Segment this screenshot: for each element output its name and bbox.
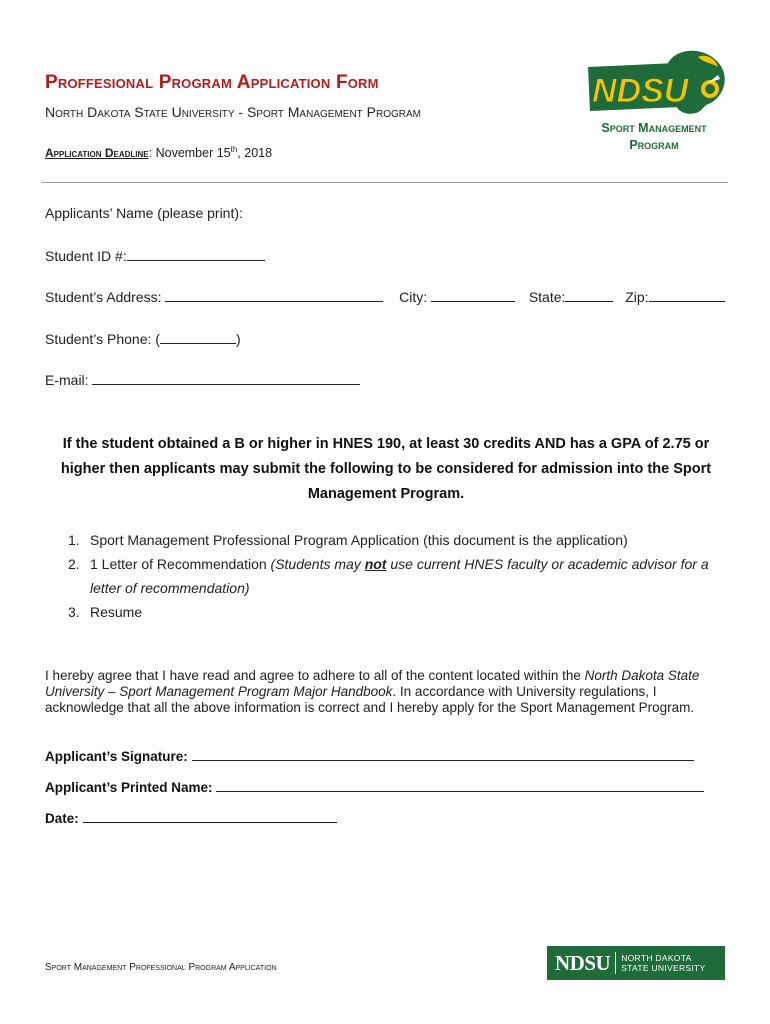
date-blank[interactable] bbox=[83, 808, 337, 823]
deadline-suffix: th bbox=[230, 145, 238, 154]
bison-icon bbox=[580, 45, 730, 125]
signature-field bbox=[45, 746, 694, 764]
list-item bbox=[45, 600, 735, 624]
requirement-letter: 1 Letter of Recommendation bbox=[90, 556, 271, 572]
svg-text:NDSU: NDSU bbox=[592, 72, 689, 110]
item-number: 3. bbox=[68, 604, 80, 620]
email-blank[interactable] bbox=[92, 370, 360, 385]
student-id-blank[interactable] bbox=[127, 246, 265, 261]
item-number: 2. bbox=[68, 556, 80, 572]
city-blank[interactable] bbox=[431, 287, 515, 302]
date-field bbox=[45, 808, 337, 826]
deadline-label: Application Deadline bbox=[45, 146, 149, 161]
address-label: Student’s Address: bbox=[45, 289, 162, 305]
svg-text:TM: TM bbox=[670, 61, 679, 67]
footer-text: Sport Management Professional Program Application bbox=[45, 962, 277, 973]
state-label: State: bbox=[528, 289, 566, 305]
phone-blank[interactable] bbox=[160, 329, 236, 344]
letter-note: (Students may not use current HNES faculty or academic advisor for a letter of recommendation) bbox=[90, 556, 709, 596]
printed-name-label: Applicant’s Printed Name: bbox=[45, 780, 213, 795]
date-label: Date: bbox=[45, 811, 79, 826]
address-blank[interactable] bbox=[165, 287, 383, 302]
phone-field bbox=[45, 329, 241, 347]
address-row bbox=[45, 287, 725, 305]
agreement-statement: I hereby agree that I have read and agree to adhere to all of the content located within the North Dakota State University – Sport Management Program Major Handbook. In accordance with University regulations, I acknowledge that all the above information is correct and I hereby apply for the Sport Management Program. bbox=[45, 668, 700, 715]
form-title: Proffesional Program Application Form bbox=[45, 72, 379, 93]
student-id-field[interactable] bbox=[45, 246, 265, 264]
zip-blank[interactable] bbox=[649, 287, 725, 302]
footer-logo-divider bbox=[615, 952, 616, 974]
footer-university-name: NORTH DAKOTA STATE UNIVERSITY bbox=[621, 953, 706, 973]
applicant-name-label: Applicants’ Name (please print): bbox=[45, 205, 243, 221]
list-item bbox=[45, 528, 735, 552]
handbook-title: North Dakota State University – Sport Management Program Major Handbook bbox=[45, 668, 700, 699]
city-label: City: bbox=[399, 289, 428, 305]
signature-blank[interactable] bbox=[192, 746, 694, 761]
state-blank[interactable] bbox=[565, 287, 613, 302]
footer-wordmark: NDSU bbox=[555, 950, 611, 975]
eligibility-notice: If the student obtained a B or higher in HNES 190, at least 30 credits AND has a GPA of 2.75 or higher then applicants may submit the following to be considered for admission into the Sport Management Program. bbox=[60, 436, 712, 502]
deadline-year: , 2018 bbox=[237, 146, 273, 161]
requirements-list bbox=[45, 528, 735, 624]
requirement-resume: Resume bbox=[90, 604, 143, 620]
logo-tagline-line1: Sport Management bbox=[601, 121, 707, 135]
item-number: 1. bbox=[68, 532, 80, 548]
footer-ndsu-logo bbox=[547, 946, 725, 980]
signature-label: Applicant’s Signature: bbox=[45, 749, 188, 764]
email-label: E-mail: bbox=[45, 372, 89, 388]
phone-close: ) bbox=[235, 331, 241, 347]
application-deadline bbox=[45, 145, 272, 160]
list-item bbox=[45, 552, 735, 600]
emphasis-not: not bbox=[364, 556, 387, 572]
logo-tagline bbox=[578, 120, 730, 154]
logo-tagline-line2: Program bbox=[629, 138, 679, 152]
zip-label: Zip: bbox=[625, 289, 649, 305]
student-id-label: Student ID #: bbox=[45, 248, 127, 264]
header-divider bbox=[42, 182, 728, 183]
form-subtitle: North Dakota State University - Sport Management Program bbox=[45, 104, 421, 120]
printed-name-blank[interactable] bbox=[216, 777, 704, 792]
printed-name-field bbox=[45, 777, 704, 795]
requirement-application: Sport Management Professional Program Application (this document is the application) bbox=[90, 532, 628, 548]
phone-label: Student’s Phone: ( bbox=[45, 331, 160, 347]
deadline-value: : November 15 bbox=[148, 146, 231, 161]
applicant-name-field[interactable] bbox=[45, 205, 243, 221]
email-field bbox=[45, 370, 360, 388]
